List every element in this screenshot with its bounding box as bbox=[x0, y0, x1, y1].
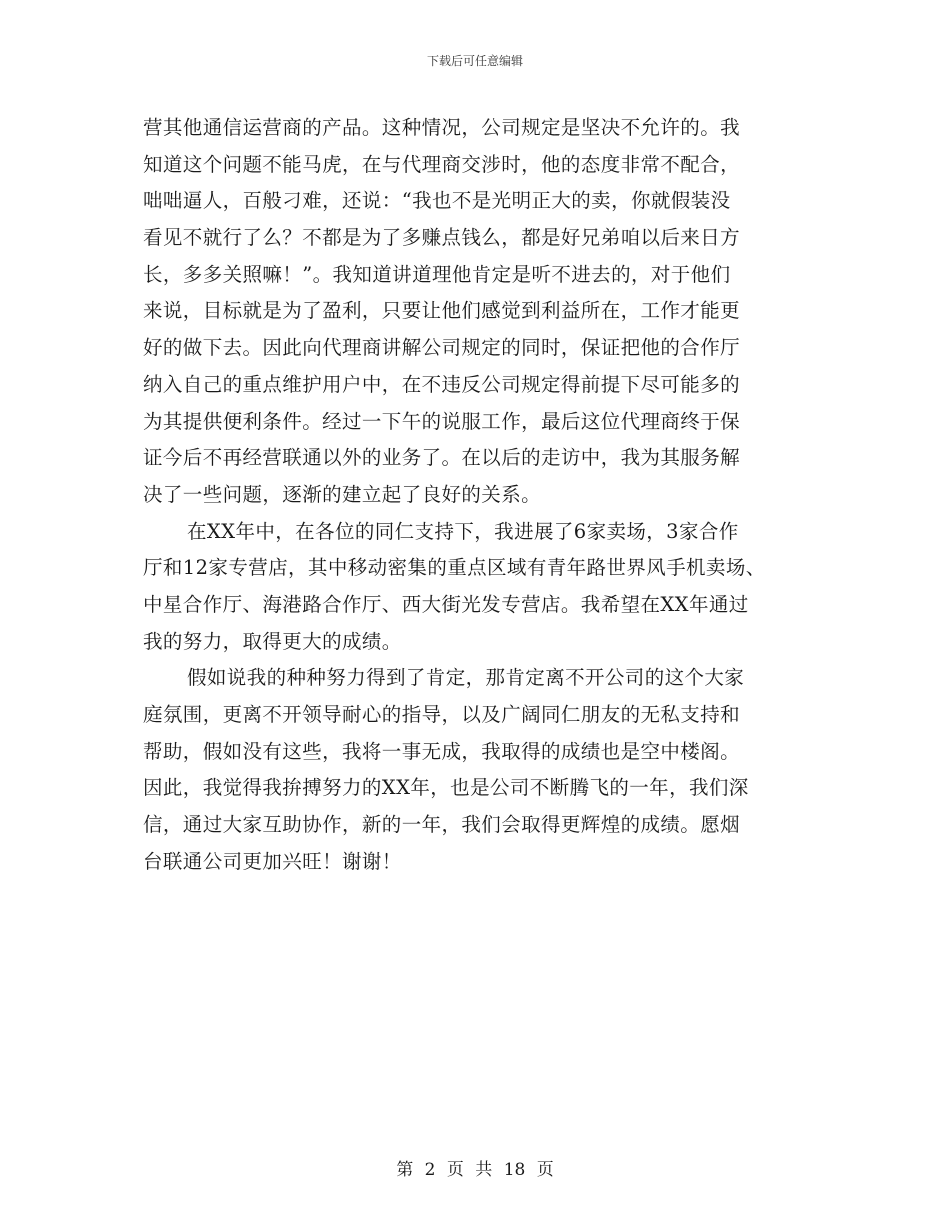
page-footer: 第 2 页 共 18 页 bbox=[396, 1160, 554, 1180]
paragraph-start-line: 假如说我的种种努力得到了肯定，那肯定离不开公司的这个大家 bbox=[187, 666, 745, 690]
text-line: 厅和12家专营店，其中移动密集的重点区域有青年路世界风手机卖场、 bbox=[143, 556, 766, 580]
text-line: 中星合作厅、海港路合作厅、西大街光发专营店。我希望在XX年通过 bbox=[143, 592, 749, 616]
text-line: 来说，目标就是为了盈利，只要让他们感觉到利益所在，工作才能更 bbox=[143, 299, 741, 323]
text-line: 决了一些问题，逐渐的建立起了良好的关系。 bbox=[143, 482, 542, 506]
text-line: 因此，我觉得我拚搏努力的XX年，也是公司不断腾飞的一年，我们深 bbox=[143, 776, 749, 800]
document-body bbox=[143, 110, 823, 880]
text-line: 知道这个问题不能马虎，在与代理商交涉时，他的态度非常不配合， bbox=[143, 152, 741, 176]
page-header: 下载后可任意编辑 bbox=[426, 54, 523, 68]
text-line: 看见不就行了么？不都是为了多赚点钱么，都是好兄弟咱以后来日方 bbox=[143, 226, 741, 250]
text-line: 长，多多关照嘛！”。我知道讲道理他肯定是听不进去的，对于他们 bbox=[143, 262, 731, 286]
text-line: 证今后不再经营联通以外的业务了。在以后的走访中，我为其服务解 bbox=[143, 446, 741, 470]
text-line: 纳入自己的重点维护用户中，在不违反公司规定得前提下尽可能多的 bbox=[143, 372, 741, 396]
text-line: 台联通公司更加兴旺！谢谢！ bbox=[143, 849, 402, 873]
text-line: 我的努力，取得更大的成绩。 bbox=[143, 629, 402, 653]
text-line: 庭氛围，更离不开领导耐心的指导，以及广阔同仁朋友的无私支持和 bbox=[143, 703, 741, 726]
text-line: 好的做下去。因此向代理商讲解公司规定的同时，保证把他的合作厅 bbox=[143, 336, 741, 360]
text-line: 营其他通信运营商的产品。这种情况，公司规定是坚决不允许的。我 bbox=[143, 116, 741, 139]
text-line: 帮助，假如没有这些，我将一事无成，我取得的成绩也是空中楼阁。 bbox=[143, 739, 741, 763]
text-line: 信，通过大家互助协作，新的一年，我们会取得更辉煌的成绩。愿烟 bbox=[143, 813, 741, 837]
text-line: 咄咄逼人，百般刁难，还说：“我也不是光明正大的卖，你就假装没 bbox=[143, 189, 731, 213]
paragraph-start-line: 在XX年中，在各位的同仁支持下，我进展了6家卖场，3家合作 bbox=[187, 519, 739, 543]
text-line: 为其提供便利条件。经过一下午的说服工作，最后这位代理商终于保 bbox=[143, 409, 741, 433]
